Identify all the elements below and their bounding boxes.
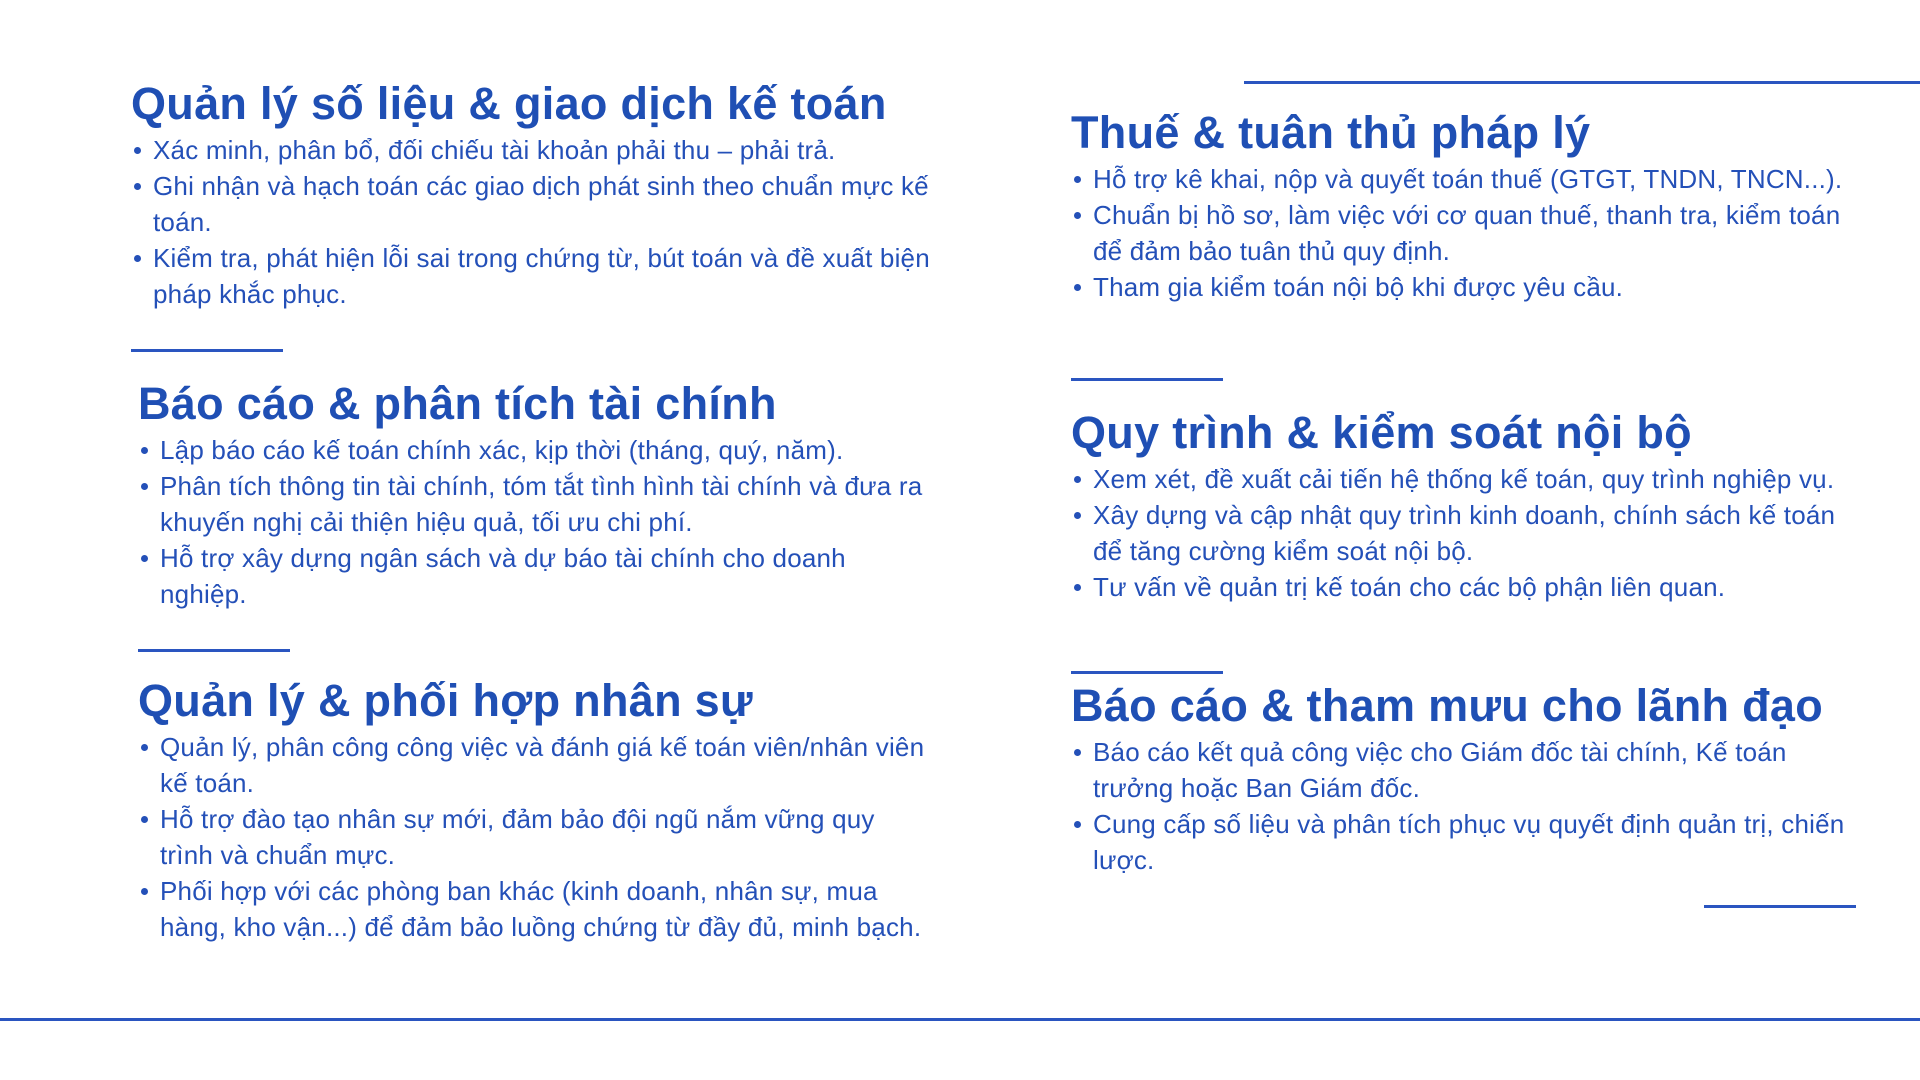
bullet-list (138, 729, 931, 945)
list-item: Lập báo cáo kế toán chính xác, kịp thời (tháng, quý, năm). (160, 432, 931, 468)
section-divider (1071, 378, 1223, 381)
section-title: Quản lý số liệu & giao dịch kế toán (131, 78, 887, 129)
section-title: Thuế & tuân thủ pháp lý (1071, 107, 1591, 158)
section-divider (1704, 905, 1856, 908)
section-leadership-reporting (1071, 680, 1871, 878)
section-title: Báo cáo & phân tích tài chính (138, 378, 777, 429)
list-item: Phối hợp với các phòng ban khác (kinh doanh, nhân sự, mua hàng, kho vận...) để đảm bảo luồng chứng từ đầy đủ, minh bạch. (160, 873, 931, 945)
bottom-rule (0, 1018, 1920, 1021)
section-personnel (138, 675, 931, 945)
list-item: Hỗ trợ xây dựng ngân sách và dự báo tài chính cho doanh nghiệp. (160, 540, 931, 612)
list-item: Kiểm tra, phát hiện lỗi sai trong chứng từ, bút toán và đề xuất biện pháp khắc phục. (153, 240, 931, 312)
list-item: Xem xét, đề xuất cải tiến hệ thống kế toán, quy trình nghiệp vụ. (1093, 461, 1871, 497)
section-accounting-data (131, 78, 931, 312)
section-divider (138, 649, 290, 652)
bullet-list (131, 132, 931, 312)
list-item: Quản lý, phân công công việc và đánh giá kế toán viên/nhân viên kế toán. (160, 729, 931, 801)
bullet-list (1071, 161, 1871, 305)
section-title: Quản lý & phối hợp nhân sự (138, 675, 753, 726)
section-tax-compliance (1071, 107, 1871, 305)
section-financial-reporting (138, 378, 931, 612)
section-title: Quy trình & kiểm soát nội bộ (1071, 407, 1692, 458)
list-item: Xác minh, phân bổ, đối chiếu tài khoản phải thu – phải trả. (153, 132, 931, 168)
list-item: Tham gia kiểm toán nội bộ khi được yêu cầu. (1093, 269, 1871, 305)
list-item: Tư vấn về quản trị kế toán cho các bộ phận liên quan. (1093, 569, 1871, 605)
top-right-rule (1244, 81, 1920, 84)
list-item: Cung cấp số liệu và phân tích phục vụ quyết định quản trị, chiến lược. (1093, 806, 1871, 878)
list-item: Phân tích thông tin tài chính, tóm tắt tình hình tài chính và đưa ra khuyến nghị cải thiện hiệu quả, tối ưu chi phí. (160, 468, 931, 540)
list-item: Ghi nhận và hạch toán các giao dịch phát sinh theo chuẩn mực kế toán. (153, 168, 931, 240)
bullet-list (1071, 734, 1871, 878)
bullet-list (1071, 461, 1871, 605)
section-divider (131, 349, 283, 352)
section-internal-control (1071, 407, 1871, 605)
section-divider (1071, 671, 1223, 674)
section-title: Báo cáo & tham mưu cho lãnh đạo (1071, 680, 1823, 731)
bullet-list (138, 432, 931, 612)
list-item: Chuẩn bị hồ sơ, làm việc với cơ quan thuế, thanh tra, kiểm toán để đảm bảo tuân thủ quy định. (1093, 197, 1871, 269)
list-item: Xây dựng và cập nhật quy trình kinh doanh, chính sách kế toán để tăng cường kiểm soát nội bộ. (1093, 497, 1871, 569)
list-item: Hỗ trợ kê khai, nộp và quyết toán thuế (GTGT, TNDN, TNCN...). (1093, 161, 1871, 197)
list-item: Báo cáo kết quả công việc cho Giám đốc tài chính, Kế toán trưởng hoặc Ban Giám đốc. (1093, 734, 1871, 806)
list-item: Hỗ trợ đào tạo nhân sự mới, đảm bảo đội ngũ nắm vững quy trình và chuẩn mực. (160, 801, 931, 873)
